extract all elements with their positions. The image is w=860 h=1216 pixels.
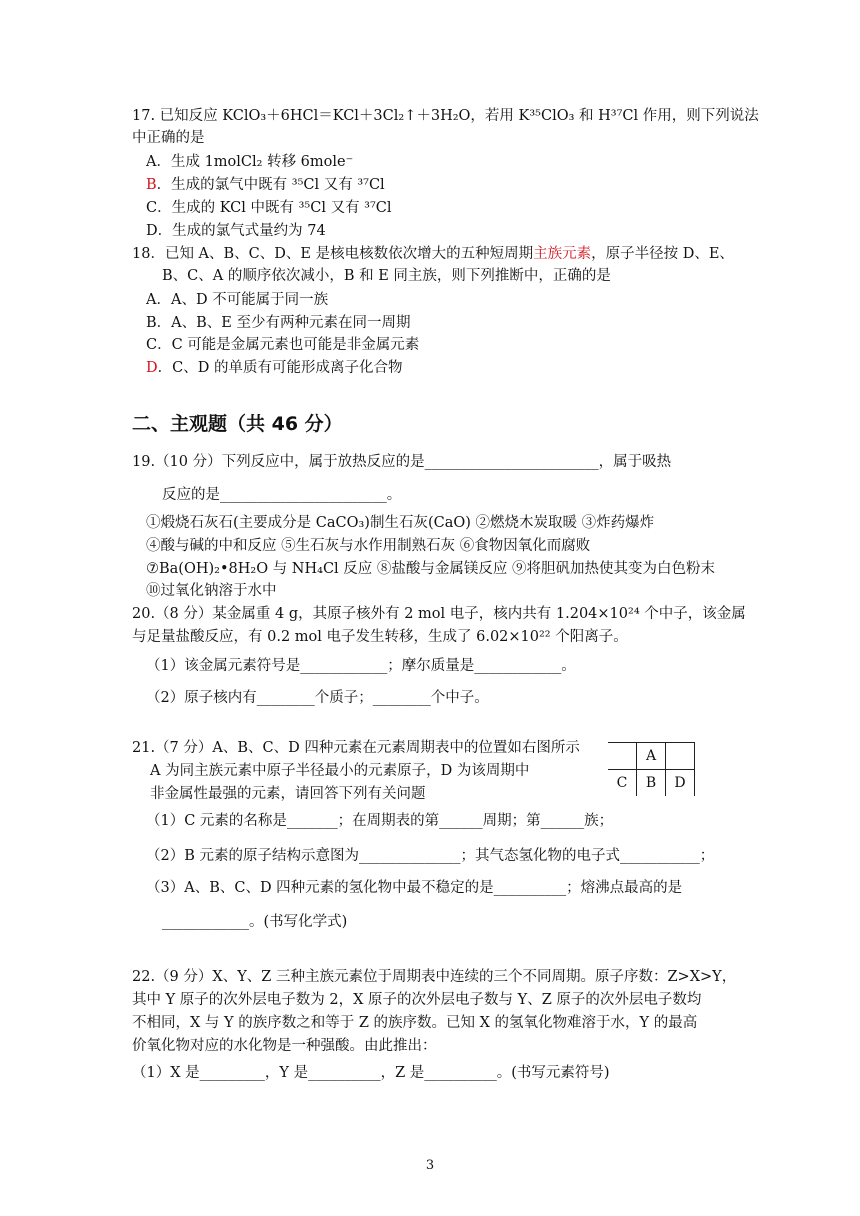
q22-stem-line4: 价氧化物对应的水化物是一种强酸。由此推出： bbox=[132, 1038, 437, 1054]
q19-options-line2: ④酸与碱的中和反应 ⑤生石灰与水作用制熟石灰 ⑥食物因氧化而腐败 bbox=[146, 538, 591, 554]
q18-stem-highlight: 主族元素 bbox=[533, 246, 592, 262]
q18-option-b: B．A、B、E 至少有两种元素在同一周期 bbox=[146, 315, 411, 331]
q18-stem-line1 bbox=[132, 244, 734, 264]
table-cell-d: D bbox=[666, 770, 695, 797]
q20-sub1: （1）该金属元素符号是____________；摩尔质量是____________。 bbox=[146, 658, 576, 674]
q19-stem-line2: 反应的是_______________________。 bbox=[162, 487, 402, 503]
table-cell-c: C bbox=[608, 770, 637, 797]
table-cell-empty bbox=[666, 743, 695, 770]
q19-options-line1: ①煅烧石灰石(主要成分是 CaCO₃)制生石灰(CaO) ②燃烧木炭取暖 ③炸药爆炸 bbox=[146, 515, 655, 531]
page-number: 3 bbox=[425, 1158, 435, 1173]
q18-option-d-text: ．C、D 的单质有可能形成离子化合物 bbox=[157, 360, 403, 376]
q17-option-a: A．生成 1molCl₂ 转移 6mole⁻ bbox=[146, 154, 354, 170]
q22-stem-line3: 不相同，X 与 Y 的族序数之和等于 Z 的族序数。已知 X 的氢氧化物难溶于水，Y 的最高 bbox=[132, 1015, 698, 1031]
q18-option-a: A．A、D 不可能属于同一族 bbox=[146, 292, 329, 308]
table-cell-b: B bbox=[637, 770, 666, 797]
q17-stem-line2: 中正确的是 bbox=[132, 130, 205, 146]
q22-stem-line1: 22.（9 分）X、Y、Z 三种主族元素位于周期表中连续的三个不同周期。原子序数：Z>X>Y， bbox=[132, 969, 737, 985]
section-heading: 二、主观题（共 46 分） bbox=[132, 413, 343, 435]
q21-sub3: （3）A、B、C、D 四种元素的氢化物中最不稳定的是__________；熔沸点最高的是 bbox=[146, 880, 683, 896]
table-cell-empty bbox=[608, 743, 637, 770]
q19-stem-line1: 19.（10 分）下列反应中，属于放热反应的是________________________，属于吸热 bbox=[132, 454, 672, 470]
q19-options-line3: ⑦Ba(OH)₂•8H₂O 与 NH₄Cl 反应 ⑧盐酸与金属镁反应 ⑨将胆矾加热使其变为白色粉末 bbox=[146, 561, 716, 577]
q18-stem-pre: 18．已知 A、B、C、D、E 是核电核数依次增大的五种短周期 bbox=[132, 246, 534, 262]
q18-stem-line2: B、C、A 的顺序依次减小，B 和 E 同主族，则下列推断中，正确的是 bbox=[162, 268, 611, 284]
q21-stem-line3: 非金属性最强的元素，请回答下列有关问题 bbox=[150, 786, 426, 802]
table-cell-a: A bbox=[637, 743, 666, 770]
q18-stem-post: ，原子半径按 D、E、 bbox=[591, 246, 734, 262]
q17-option-b-text: ．生成的氯气中既有 ³⁵Cl 又有 ³⁷Cl bbox=[156, 177, 385, 193]
q19-options-line4: ⑩过氧化钠溶于水中 bbox=[146, 583, 277, 599]
q20-sub2: （2）原子核内有________个质子；________个中子。 bbox=[146, 690, 489, 706]
periodic-table-excerpt bbox=[608, 742, 695, 796]
q20-stem-line1: 20.（8 分）某金属重 4 g，其原子核外有 2 mol 电子，核内共有 1.204×10²⁴ 个中子，该金属 bbox=[132, 606, 746, 622]
q21-sub1: （1）C 元素的名称是_______；在周期表的第______周期；第______族； bbox=[146, 813, 614, 829]
q18-option-d bbox=[146, 358, 402, 378]
q17-option-b bbox=[146, 175, 385, 195]
q17-option-c: C．生成的 KCl 中既有 ³⁵Cl 又有 ³⁷Cl bbox=[146, 200, 392, 216]
q21-sub3-cont: ____________。(书写化学式) bbox=[162, 914, 348, 930]
q18-option-d-letter: D bbox=[146, 360, 158, 376]
q20-stem-line2: 与足量盐酸反应，有 0.2 mol 电子发生转移，生成了 6.02×10²² 个阳离子。 bbox=[132, 629, 628, 645]
q18-option-c: C．C 可能是金属元素也可能是非金属元素 bbox=[146, 337, 420, 353]
q21-stem-line2: A 为同主族元素中原子半径最小的元素原子，D 为该周期中 bbox=[150, 763, 530, 779]
q17-option-d: D．生成的氯气式量约为 74 bbox=[146, 223, 326, 239]
q21-stem-line1: 21.（7 分）A、B、C、D 四种元素在元素周期表中的位置如右图所示 bbox=[132, 740, 580, 756]
q17-option-b-letter: B bbox=[146, 177, 157, 193]
q21-sub2: （2）B 元素的原子结构示意图为______________；其气态氢化物的电子式___________； bbox=[146, 848, 715, 864]
q22-stem-line2: 其中 Y 原子的次外层电子数为 2，X 原子的次外层电子数与 Y、Z 原子的次外层电子数均 bbox=[132, 992, 702, 1008]
q17-stem-line1: 17. 已知反应 KClO₃＋6HCl＝KCl＋3Cl₂↑＋3H₂O，若用 K³⁵ClO₃ 和 H³⁷Cl 作用，则下列说法 bbox=[132, 108, 759, 124]
q22-sub1: （1）X 是_________，Y 是__________，Z 是__________。(书写元素符号) bbox=[132, 1065, 610, 1081]
